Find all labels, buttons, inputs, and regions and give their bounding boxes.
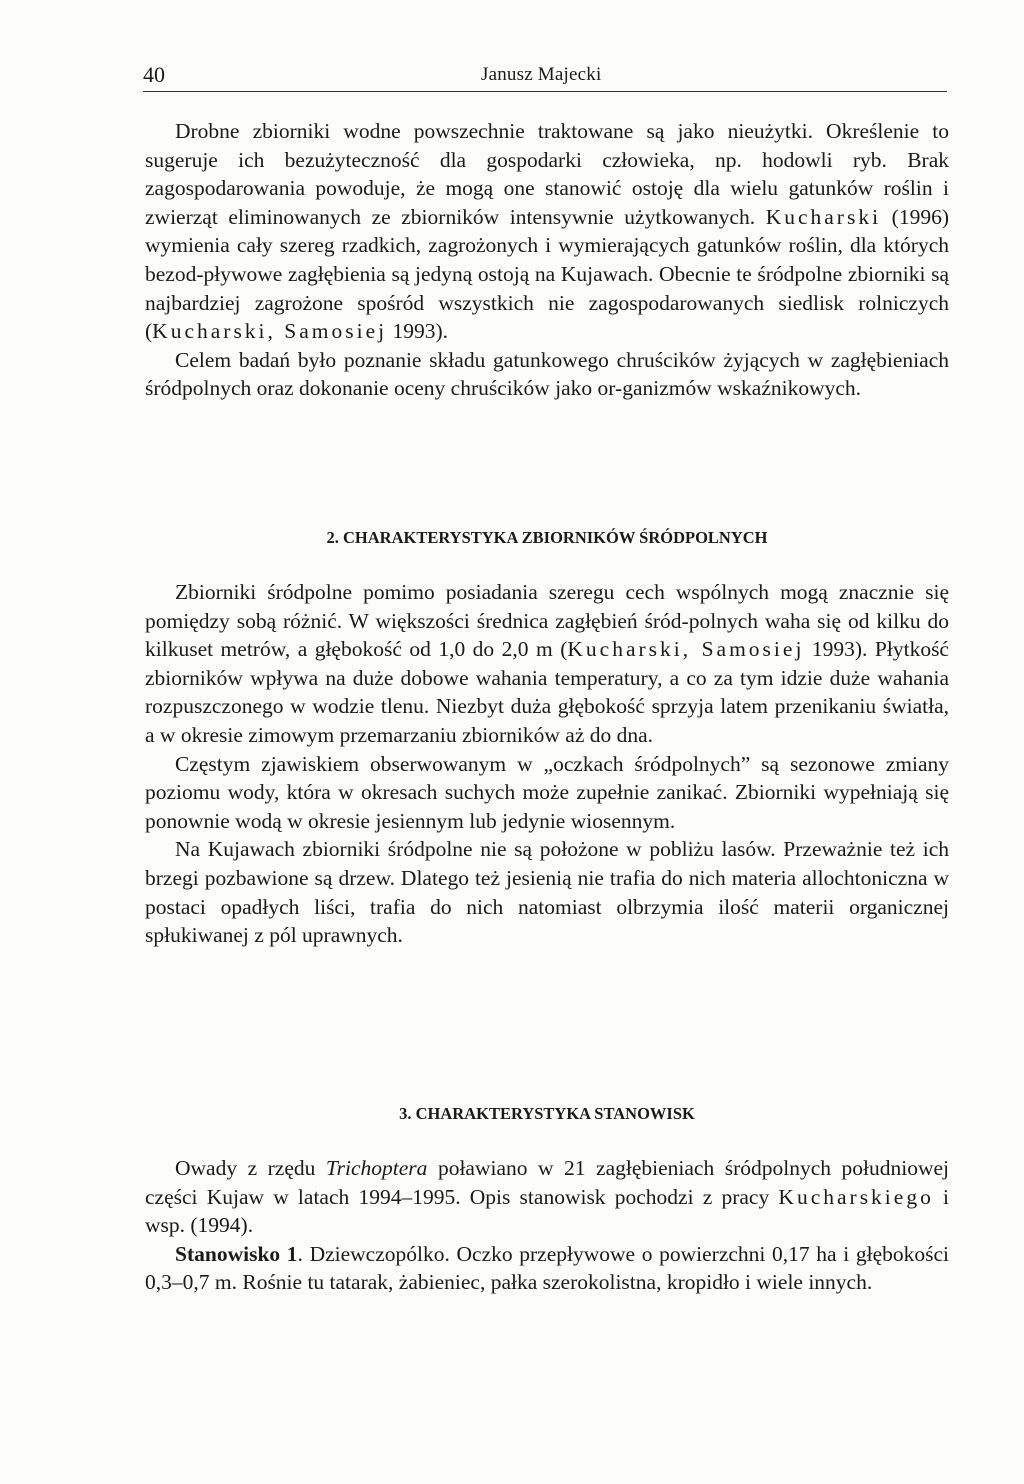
section-heading: 2. CHARAKTERYSTYKA ZBIORNIKÓW ŚRÓDPOLNYCH [326, 528, 768, 547]
paragraph: Na Kujawach zbiorniki śródpolne nie są położone w pobliżu lasów. Przeważnie też ich brzegi pozbawione są drzew. Dlatego też jesienią nie trafia do nich materia allochtoniczna w postaci opadłych liści, trafia do nich natomiast olbrzymia ilość materii organicznej spłukiwanej z pól uprawnych. [145, 837, 949, 948]
site-label: Stanowisko 1 [175, 1241, 298, 1266]
author-citation: Kucharskiego [778, 1184, 934, 1209]
author-citation: Kucharski, Samosiej [152, 319, 388, 344]
section-3-body [145, 1154, 949, 1297]
page-header [143, 62, 947, 92]
paragraph: Stanowisko 1. Dziewczopólko. Oczko przepływowe o powierzchni 0,17 ha i głębokości 0,3–0,7 m. Rośnie tu tatarak, żabieniec, pałka szerokolistna, kropidło i wiele innych. [145, 1241, 949, 1295]
author-citation: Kucharski, Samosiej [567, 637, 805, 662]
running-head-author: Janusz Majecki [481, 64, 602, 85]
paragraph: Drobne zbiorniki wodne powszechnie traktowane są jako nieużytki. Określenie to sugeruje ich bezużyteczność dla gospodarki człowieka, np. hodowli ryb. Brak zagospodarowania powoduje, że mogą one stanowić ostoję dla wielu gatunków roślin i zwierząt eliminowanych ze zbiorników intensywnie użytkowanych. Kucharski (1996) wymienia cały szereg rzadkich, zagrożonych i wymierających gatunków roślin, dla których bezod-pływowe zagłębienia są jedyną ostoją na Kujawach. Obecnie te śródpolne zbiorniki są najbardziej zagrożone spośród wszystkich nie zagospodarowanych siedlisk rolniczych (Kucharski, Samosiej 1993). [145, 119, 949, 344]
paragraph: Częstym zjawiskiem obserwowanym w „oczkach śródpolnych” są sezonowe zmiany poziomu wody, która w okresach suchych może zupełnie zanikać. Zbiorniki wypełniają się ponownie wodą w okresie jesiennym lub jedynie wiosennym. [145, 751, 949, 833]
intro-section [145, 117, 949, 403]
section-2-body [145, 578, 949, 950]
section-heading: 3. CHARAKTERYSTYKA STANOWISK [399, 1104, 695, 1123]
paragraph: Owady z rzędu Trichoptera poławiano w 21 zagłębieniach śródpolnych południowej części Kujaw w latach 1994–1995. Opis stanowisk pochodzi z pracy Kucharskiego i wsp. (1994). [145, 1156, 949, 1238]
author-citation: Kucharski [765, 204, 882, 229]
taxon-name: Trichoptera [325, 1156, 428, 1180]
page-number: 40 [143, 62, 165, 87]
paragraph: Celem badań było poznanie składu gatunkowego chruścików żyjących w zagłębieniach śródpolnych oraz dokonanie oceny chruścików jako or-ganizmów wskaźnikowych. [145, 347, 949, 401]
paragraph: Zbiorniki śródpolne pomimo posiadania szeregu cech wspólnych mogą znacznie się pomiędzy sobą różnić. W większości średnica zagłębień śród-polnych waha się od kilku do kilkuset metrów, a głębokość od 1,0 do 2,0 m (Kucharski, Samosiej 1993). Płytkość zbiorników wpływa na duże dobowe wahania temperatury, a co za tym idzie duże wahania rozpuszczonego w wodzie tlenu. Niezbyt duża głębokość sprzyja latem przenikaniu światła, a w okresie zimowym przemarzaniu zbiorników aż do dna. [145, 580, 949, 747]
header-rule [143, 91, 947, 92]
